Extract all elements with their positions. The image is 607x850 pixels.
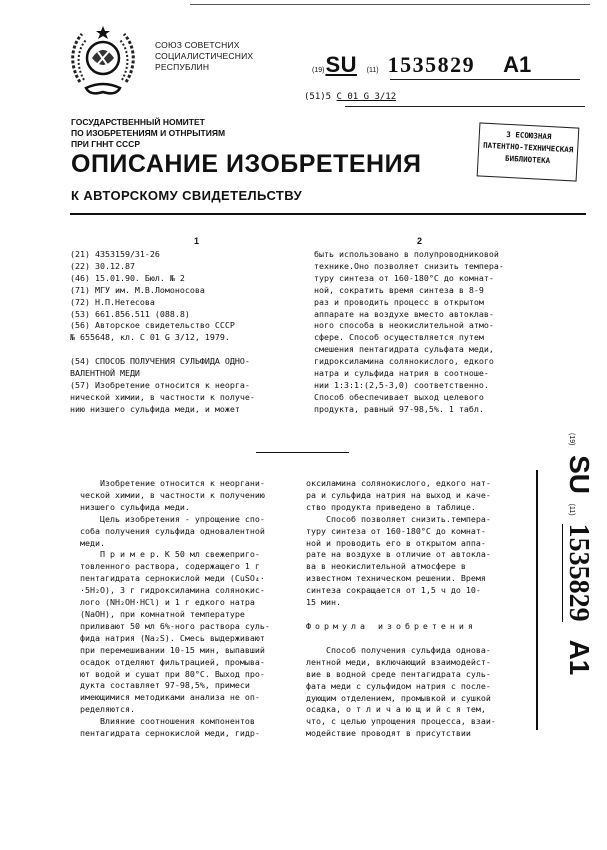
text-line: П р и м е р. К 50 мл свежеприго- (100, 549, 260, 560)
side-publication-label (535, 435, 595, 755)
text-line: ство продукта приведено в таблице. (306, 501, 476, 512)
text-line: Способ получения сульфида однова- (326, 644, 491, 655)
kind-code: A1 (503, 52, 532, 77)
abstract-continued (314, 249, 584, 416)
biblio-field: (56) Авторское свидетельство СССР (70, 320, 235, 331)
union-line: РЕСПУБЛИН (155, 62, 210, 72)
abstract-line: продукта, равный 97-98,5%. 1 табл. (314, 403, 484, 414)
description-right-column (306, 478, 546, 740)
abstract-line: ной, сократить время синтеза в 8-9 (314, 284, 484, 295)
text-line: фата меди с сульфидом натрия с после- (306, 680, 491, 691)
abstract-line: смешения пентагидрата сульфата меди, (314, 344, 494, 355)
abstract-line: ного способа в неокислительной атмо- (314, 320, 494, 331)
union-name (155, 40, 253, 73)
text-line: вие в водной среде пентагидрата суль- (306, 668, 491, 679)
side-country-code: SU (564, 455, 595, 494)
abstract-line: натра и сульфида натрия в соотноше- (314, 368, 489, 379)
text-line: что, с целью упрощения процесса, взаи- (306, 716, 496, 727)
committee-line: ПРИ ГННТ СССР (71, 139, 140, 149)
committee-line: ГОСУДАРСТВЕННЫЙ НОМИТЕТ (71, 117, 205, 127)
claims-text (306, 645, 546, 740)
abstract-line: технике.Оно позволяет снизить темпера- (314, 260, 504, 271)
text-line: оксиламина солянокислого, едкого нат- (306, 478, 491, 488)
text-line: модействие проводят в присутствии (306, 728, 471, 739)
biblio-field: № 655648, кл. С 01 G 3/12, 1979. (70, 332, 230, 343)
text-line: ют водой и сушат при 80°С. Выход про- (80, 668, 265, 679)
abstract-line: туру синтеза от 160-180°С до комнат- (314, 272, 494, 283)
text-line: Способ позволяет снизить.темпера- (326, 513, 491, 524)
text-line: Влияние соотношения компонентов (100, 716, 255, 727)
text-line: (NaOH), при комнатной температуре (80, 608, 245, 619)
patent-number: 1535829 (387, 52, 476, 77)
stamp-line: ПАТЕНТНО-ТЕХНИЧЕСКАЯ (482, 140, 574, 155)
biblio-field: (53) 661.856.511 (088.8) (70, 308, 190, 319)
document-subtitle: К АВТОРСКОМУ СВИДЕТЕЛЬСТВУ (71, 188, 303, 203)
text-line: приливают 50 мл 6%-ного раствора суль- (80, 620, 270, 631)
abstract-line: раз и проводить процесс в открытом (314, 296, 484, 307)
country-code: SU (325, 52, 358, 77)
publication-underline (390, 79, 580, 80)
stamp-line: З ЕСОЮЗНАЯ (506, 129, 552, 142)
ussr-emblem-icon (68, 22, 138, 102)
stamp-line: БИБЛИОТЕКА (504, 153, 551, 166)
ipc-classification (304, 92, 396, 102)
abstract-line: нию низшего сульфида меди, и может (70, 403, 240, 414)
abstract-line: нии 1:3:1:(2,5-3,0) соответственно. (314, 379, 489, 390)
ipc-underline (345, 106, 585, 107)
text-line: лентной меди, включающий взаимодейст- (306, 656, 491, 667)
biblio-field: (72) Н.П.Нетесова (70, 296, 155, 307)
side-number-code-label: (11) (568, 503, 575, 516)
text-line: Изобретение относится к неоргани- (100, 478, 265, 488)
biblio-field: (21) 4353159/31-26 (70, 249, 160, 259)
bibliographic-data (70, 249, 300, 416)
abstract-line: гидроксиламина солянокислого, едкого (314, 356, 494, 367)
union-line: СОЮЗ СОВЕТСНИХ (155, 40, 240, 50)
text-line: меди. (80, 537, 105, 548)
header-rule (70, 213, 586, 215)
side-country-code-label: (19) (568, 433, 575, 446)
ipc-label: (51)5 (304, 92, 332, 102)
library-stamp (477, 122, 580, 181)
committee-line: ПО ИЗОБРЕТЕНИЯМ И ОТНРЫТИЯМ (71, 128, 226, 138)
abstract-line: сфере. Способ осуществляется путем (314, 332, 484, 343)
text-line: ческой химии, в частности к получению (80, 489, 265, 500)
text-line: ной и проводить его в открытом аппа- (306, 537, 486, 548)
abstract-line: нической химии, в частности к получе- (70, 391, 255, 402)
text-line: пентагидрата сернокислой меди (CuSO₄· (80, 573, 265, 584)
country-code-label: (19) (312, 67, 325, 74)
column-number-1: 1 (194, 236, 200, 246)
description-left-column (80, 478, 310, 740)
text-line: лого (NH₂OH·HCl) и 1 г едкого натра (80, 597, 255, 608)
text-line: фида натрия (Na₂S). Смесь выдерживают (80, 632, 265, 643)
publication-number (312, 52, 531, 78)
column-number-2: 2 (417, 236, 423, 246)
biblio-field: (71) МГУ им. М.В.Ломоносова (70, 284, 205, 295)
text-line: ва в неокислительной атмосфере в (306, 561, 466, 572)
text-line: известном техническом решении. Время (306, 573, 486, 584)
text-line: ·5H₂O), 3 г гидроксиламина солянокис- (80, 585, 265, 596)
text-line: 15 мин. (306, 597, 341, 608)
text-line: низшего сульфида меди. (80, 501, 190, 512)
abstract-line: быть использовано в полупроводниковой (314, 249, 499, 259)
text-line: дукта составляет 97-98,5%, примеси (80, 680, 250, 691)
abstract-line: Способ обеспечивает выход целевого (314, 391, 484, 402)
text-line: дующим отделением, промывкой и сушкой (306, 692, 491, 703)
side-kind-code: A1 (564, 639, 595, 676)
side-patent-number: 1535829 (563, 523, 594, 622)
ipc-value: С 01 G 3/12 (336, 92, 397, 102)
document-title: ОПИСАНИЕ ИЗОБРЕТЕНИЯ (71, 150, 422, 178)
abstract-line: аппарате на воздухе вместо автоклав- (314, 308, 494, 319)
text-line: соба получения сульфида одновалентной (80, 525, 265, 536)
claims-heading: Формула изобретения (306, 620, 477, 631)
text-line: синтеза сокращается от 1,5 ч до 10- (306, 585, 481, 596)
committee-name (71, 117, 225, 150)
description-lines (306, 478, 546, 609)
text-line: ределяются. (80, 704, 135, 715)
text-line: товленного раствора, содержащего 1 г (80, 561, 260, 572)
biblio-field: (46) 15.01.90. Бюл. № 2 (70, 272, 185, 283)
biblio-field: (22) 30.12.87 (70, 260, 135, 271)
abstract-line: (57) Изобретение относится к неорга- (70, 380, 250, 391)
text-line: рате на воздухе в отличие от автокла- (306, 549, 491, 560)
number-code-label: (11) (366, 67, 379, 74)
top-scan-line (190, 4, 590, 5)
text-line: пентагидрата сернокислой меди, гидр- (80, 728, 260, 739)
text-line: имеющимися методиками анализа не оп- (80, 692, 260, 703)
text-line: осадок отделяют фильтрацией, промыва- (80, 656, 265, 667)
text-line: осадка, о т л и ч а ю щ и й с я тем, (306, 704, 486, 715)
invention-title-line: (54) СПОСОБ ПОЛУЧЕНИЯ СУЛЬФИДА ОДНО- (70, 356, 250, 367)
section-divider (256, 452, 349, 453)
text-line: ра и сульфида натрия на выход и каче- (306, 489, 491, 500)
union-line: СОЦИАЛИСТИЧЕСНИХ (155, 51, 254, 61)
text-line: при перемешивании 10-15 мин, выпавший (80, 644, 265, 655)
invention-title-line: ВАЛЕНТНОЙ МЕДИ (70, 368, 140, 379)
text-line: Цель изобретения - упрощение спо- (100, 513, 265, 524)
text-line: туру синтеза от 160-180°С до комнат- (306, 525, 486, 536)
